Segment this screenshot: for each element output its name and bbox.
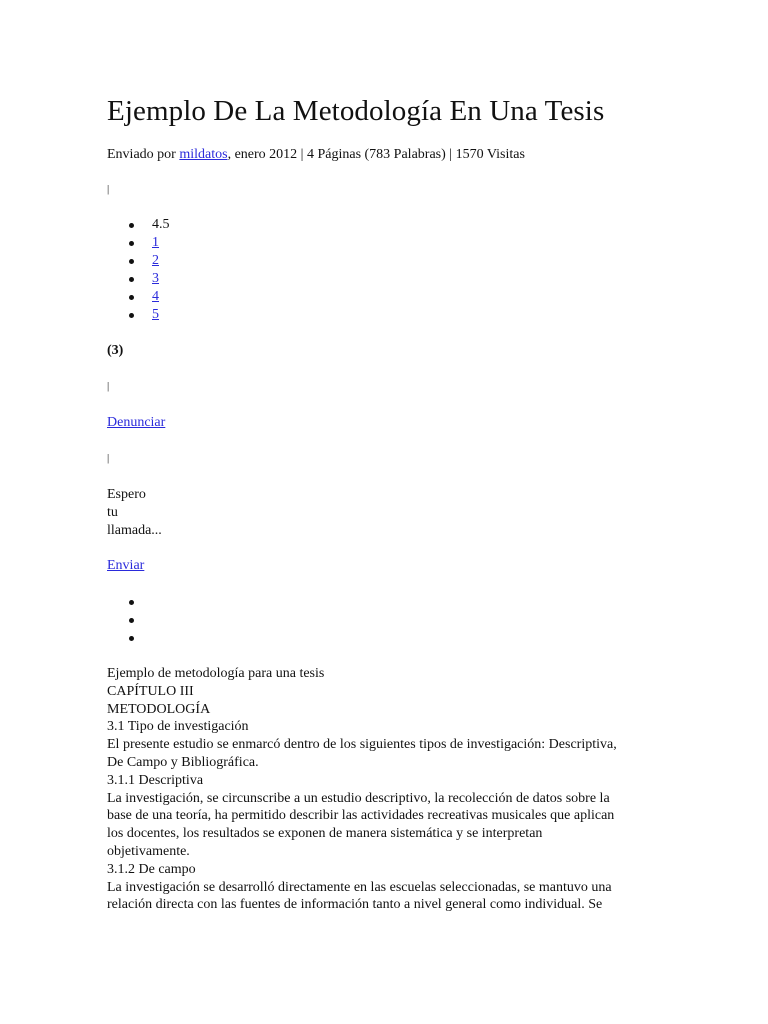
post-meta — [107, 146, 525, 164]
paragraph-line: La investigación, se circunscribe a un estudio descriptivo, la recolección de datos sobre la — [107, 790, 610, 806]
message-line: tu — [107, 505, 118, 520]
rating-star-link-4[interactable]: 4 — [152, 289, 159, 304]
meta-pages: 4 Páginas (783 Palabras) — [306, 147, 446, 162]
rating-star-item — [107, 270, 170, 288]
report-link[interactable]: Denunciar — [107, 415, 166, 430]
chapter-title: METODOLOGÍA — [107, 701, 211, 717]
meta-separator: | — [445, 147, 456, 162]
rating-star-link-5[interactable]: 5 — [152, 307, 159, 322]
section-heading: 3.1 Tipo de investigación — [107, 719, 249, 735]
meta-date: , enero 2012 — [227, 147, 298, 162]
list-item — [107, 611, 152, 629]
rating-star-item — [107, 234, 170, 252]
meta-prefix: Enviado por — [107, 147, 180, 162]
article-heading: Ejemplo de metodología para una tesis — [107, 666, 325, 681]
send-link[interactable]: Enviar — [107, 558, 145, 573]
meta-visits: 1570 Visitas — [455, 147, 525, 162]
bullet-icon — [129, 618, 134, 623]
paragraph-line: relación directa con las fuentes de información tanto a nivel general como individual. Se — [107, 897, 603, 913]
rating-star-item — [107, 288, 170, 306]
rating-value-item — [107, 216, 170, 234]
section-heading: 3.1.1 Descriptiva — [107, 772, 204, 788]
rating-votes: (3) — [107, 343, 124, 358]
rating-star-link-3[interactable]: 3 — [152, 271, 159, 286]
paragraph-line: El presente estudio se enmarcó dentro de los siguientes tipos de investigación: Descriptiva, — [107, 737, 617, 753]
message-text — [107, 486, 167, 540]
meta-separator: | — [297, 147, 307, 162]
chapter-label: CAPÍTULO III — [107, 683, 194, 699]
section-heading: 3.1.2 De campo — [107, 861, 196, 877]
bullet-icon — [129, 277, 134, 282]
list-item — [107, 629, 152, 647]
paragraph-line: La investigación se desarrolló directamente en las escuelas seleccionadas, se mantuvo una — [107, 879, 612, 895]
message-line: Espero — [107, 487, 146, 502]
rating-star-item — [107, 252, 170, 270]
page-title: Ejemplo De La Metodología En Una Tesis — [107, 95, 605, 127]
paragraph-line: objetivamente. — [107, 843, 190, 859]
separator: | — [107, 380, 110, 392]
bullet-icon — [129, 636, 134, 641]
article-body — [107, 665, 667, 914]
bullet-icon — [129, 600, 134, 605]
share-list — [107, 593, 152, 647]
bullet-icon — [129, 223, 134, 228]
paragraph-line: base de una teoría, ha permitido describir las actividades recreativas musicales que aplican — [107, 808, 615, 824]
rating-star-item — [107, 306, 170, 324]
bullet-icon — [129, 259, 134, 264]
separator: | — [107, 183, 110, 195]
bullet-icon — [129, 295, 134, 300]
paragraph-line: De Campo y Bibliográfica. — [107, 754, 259, 770]
bullet-icon — [129, 313, 134, 318]
bullet-icon — [129, 241, 134, 246]
rating-list — [107, 216, 170, 324]
list-item — [107, 593, 152, 611]
author-link[interactable]: mildatos — [179, 147, 228, 162]
paragraph-line: los docentes, los resultados se exponen de manera sistemática y se interpretan — [107, 826, 543, 842]
rating-star-link-1[interactable]: 1 — [152, 235, 159, 250]
rating-star-link-2[interactable]: 2 — [152, 253, 159, 268]
rating-value: 4.5 — [152, 217, 170, 232]
separator: | — [107, 452, 110, 464]
message-line: llamada... — [107, 523, 162, 538]
